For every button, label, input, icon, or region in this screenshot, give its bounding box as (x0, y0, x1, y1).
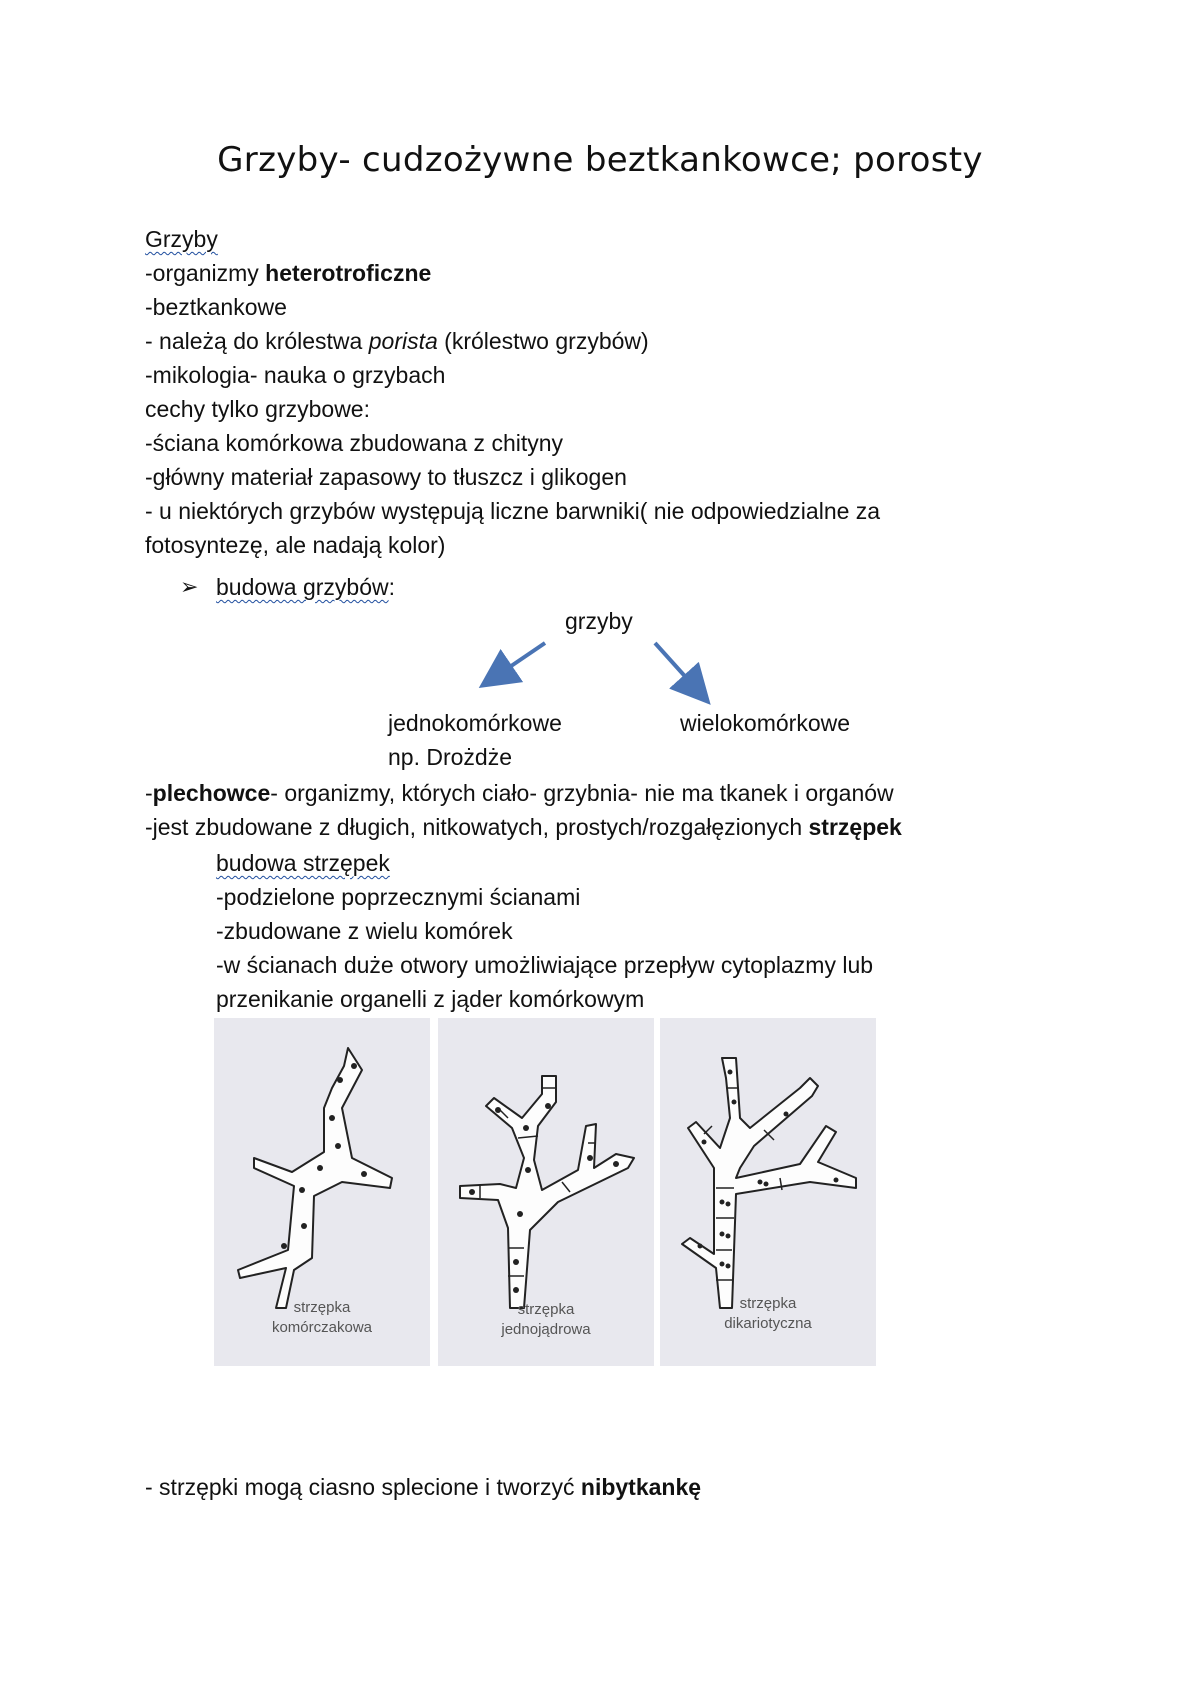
text-line: fotosyntezę, ale nadają kolor) (145, 532, 446, 558)
diagram-left-example: np. Drożdże (388, 744, 513, 770)
bullet-item: budowa grzybów: (216, 574, 395, 600)
text-line: - należą do królestwa porista (królestwo grzybów) (145, 328, 649, 354)
list-item: -w ścianach duże otwory umożliwiające przepływ cytoplazmy lub (216, 952, 874, 978)
text-line: -główny materiał zapasowy to tłuszcz i glikogen (145, 464, 627, 490)
page-title: Grzyby- cudzożywne beztkankowce; porosty (217, 140, 983, 180)
section-heading: Grzyby (145, 226, 218, 252)
text-line: -organizmy heterotroficzne (145, 260, 432, 286)
figure-caption: strzępka komórczakowa (271, 1299, 373, 1336)
diagram-root: grzyby (565, 608, 633, 634)
diagram-left: jednokomórkowe (388, 710, 562, 736)
text-line: -ściana komórkowa zbudowana z chityny (145, 430, 564, 456)
text-line: -plechowce- organizmy, których ciało- grzybnia- nie ma tkanek i organów (145, 780, 894, 806)
subheading: budowa strzępek (216, 850, 390, 876)
text-line: -jest zbudowane z długich, nitkowatych, prostych/rozgałęzionych strzępek (145, 814, 902, 840)
list-item: przenikanie organelli z jąder komórkowym (216, 986, 645, 1012)
figure-caption: strzępka dikariotyczna (724, 1295, 812, 1332)
diagram-right: wielokomórkowe (680, 710, 851, 736)
text-line: - strzępki mogą ciasno splecione i tworzyć nibytkankę (145, 1474, 702, 1500)
figure-panel-komorczakowa (214, 1018, 430, 1366)
text-line: -beztkankowe (145, 294, 287, 320)
list-item: -zbudowane z wielu komórek (216, 918, 513, 944)
diagram-arrows (470, 635, 730, 715)
text-line: - u niektórych grzybów występują liczne barwniki( nie odpowiedzialne za (145, 498, 881, 524)
figure-panel-dikariotyczna (660, 1018, 876, 1366)
arrow-right-icon (655, 643, 700, 693)
arrow-left-icon (492, 643, 545, 679)
figure-caption: strzępka jednojądrowa (501, 1301, 591, 1338)
text-line: cechy tylko grzybowe: (145, 396, 370, 422)
text-line: -mikologia- nauka o grzybach (145, 362, 446, 388)
list-item: -podzielone poprzecznymi ścianami (216, 884, 581, 910)
arrow-bullet-icon: ➢ (180, 574, 199, 599)
figure-panel-jednojadrowa (438, 1018, 654, 1366)
